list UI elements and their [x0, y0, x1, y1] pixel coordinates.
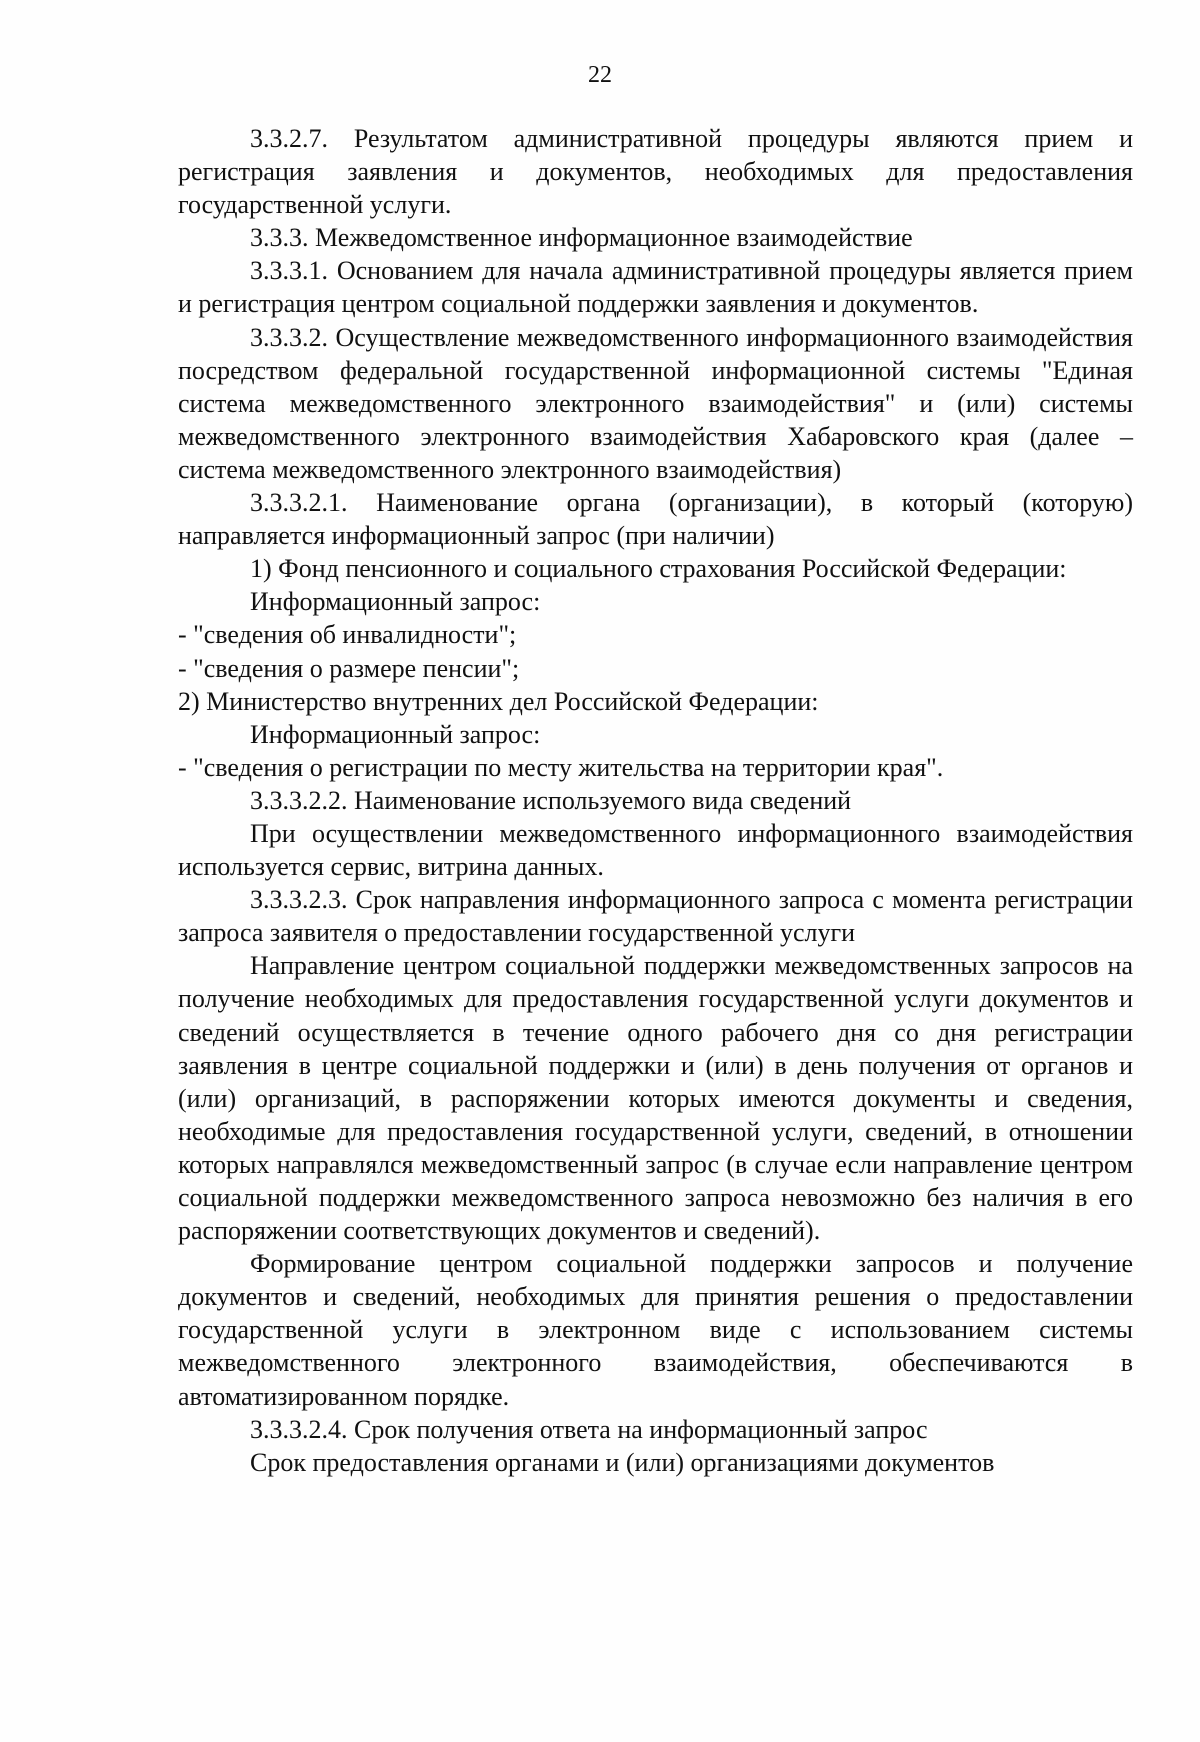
paragraph-request-direction: Направление центром социальной поддержки межведомственных запросов на получение необходимых для предоставления государственной услуги документов и сведений осуществляется в течение одного рабочего дня со дня регистрации заявления в центре социальной поддержки и (или) в день получения от органов и (или) организаций, в распоряжении которых имеются документы и сведения, необходимые для предоставления государственной услуги, сведений, в отношении которых направлялся межведомственный запрос (в случае если направление центром социальной поддержки межведомственного запроса невозможно без наличия в его распоряжении соответствующих документов и сведений).: [178, 951, 1133, 1246]
request-item-pension: - "сведения о размере пенсии";: [178, 653, 520, 683]
paragraph-3-3-3-2: 3.3.3.2. Осуществление межведомственного информационного взаимодействия посредством федеральной государственной информационной системы "Единая система межведомственного электронного взаимодействия" и (или) системы межведомственного электронного взаимодействия Хабаровского края (далее – система межведомственного электронного взаимодействия): [178, 322, 1133, 484]
page-number: 22: [588, 62, 612, 88]
request-item-disability: - "сведения об инвалидности";: [178, 620, 517, 650]
request-item-registration: - "сведения о регистрации по месту жительства на территории края".: [178, 752, 944, 782]
paragraph-3-3-3-2-3: 3.3.3.2.3. Срок направления информационного запроса с момента регистрации запроса заявителя о предоставлении государственной услуги: [178, 885, 1133, 948]
paragraph-3-3-3-1: 3.3.3.1. Основанием для начала административной процедуры является прием и регистрация центром социальной поддержки заявления и документов.: [178, 256, 1133, 319]
paragraph-response-term: Срок предоставления органами и (или) организациями документов: [250, 1447, 995, 1477]
section-heading-3-3-3: 3.3.3. Межведомственное информационное взаимодействие: [250, 223, 913, 253]
paragraph-3-3-3-2-4: 3.3.3.2.4. Срок получения ответа на информационный запрос: [250, 1414, 928, 1444]
document-body: [178, 122, 1133, 1479]
info-request-label: Информационный запрос:: [250, 719, 541, 749]
paragraph-3-3-2-7: 3.3.2.7. Результатом административной процедуры являются прием и регистрация заявления и документов, необходимых для предоставления государственной услуги.: [178, 124, 1133, 220]
paragraph-service-used: При осуществлении межведомственного информационного взаимодействия используется сервис, витрина данных.: [178, 818, 1133, 882]
paragraph-automated-forming: Формирование центром социальной поддержки запросов и получение документов и сведений, необходимых для принятия решения о предоставлении государственной услуги в электронном виде с использованием системы межведомственного электронного взаимодействия, обеспечиваются в автоматизированном порядке.: [178, 1249, 1133, 1411]
list-item-ministry: 2) Министерство внутренних дел Российской Федерации:: [178, 686, 819, 716]
paragraph-3-3-3-2-1: 3.3.3.2.1. Наименование органа (организации), в который (которую) направляется информационный запрос (при наличии): [178, 488, 1133, 551]
list-item-fund: 1) Фонд пенсионного и социального страхования Российской Федерации:: [250, 554, 1067, 584]
paragraph-3-3-3-2-2: 3.3.3.2.2. Наименование используемого вида сведений: [250, 785, 852, 815]
info-request-label: Информационный запрос:: [250, 587, 541, 617]
